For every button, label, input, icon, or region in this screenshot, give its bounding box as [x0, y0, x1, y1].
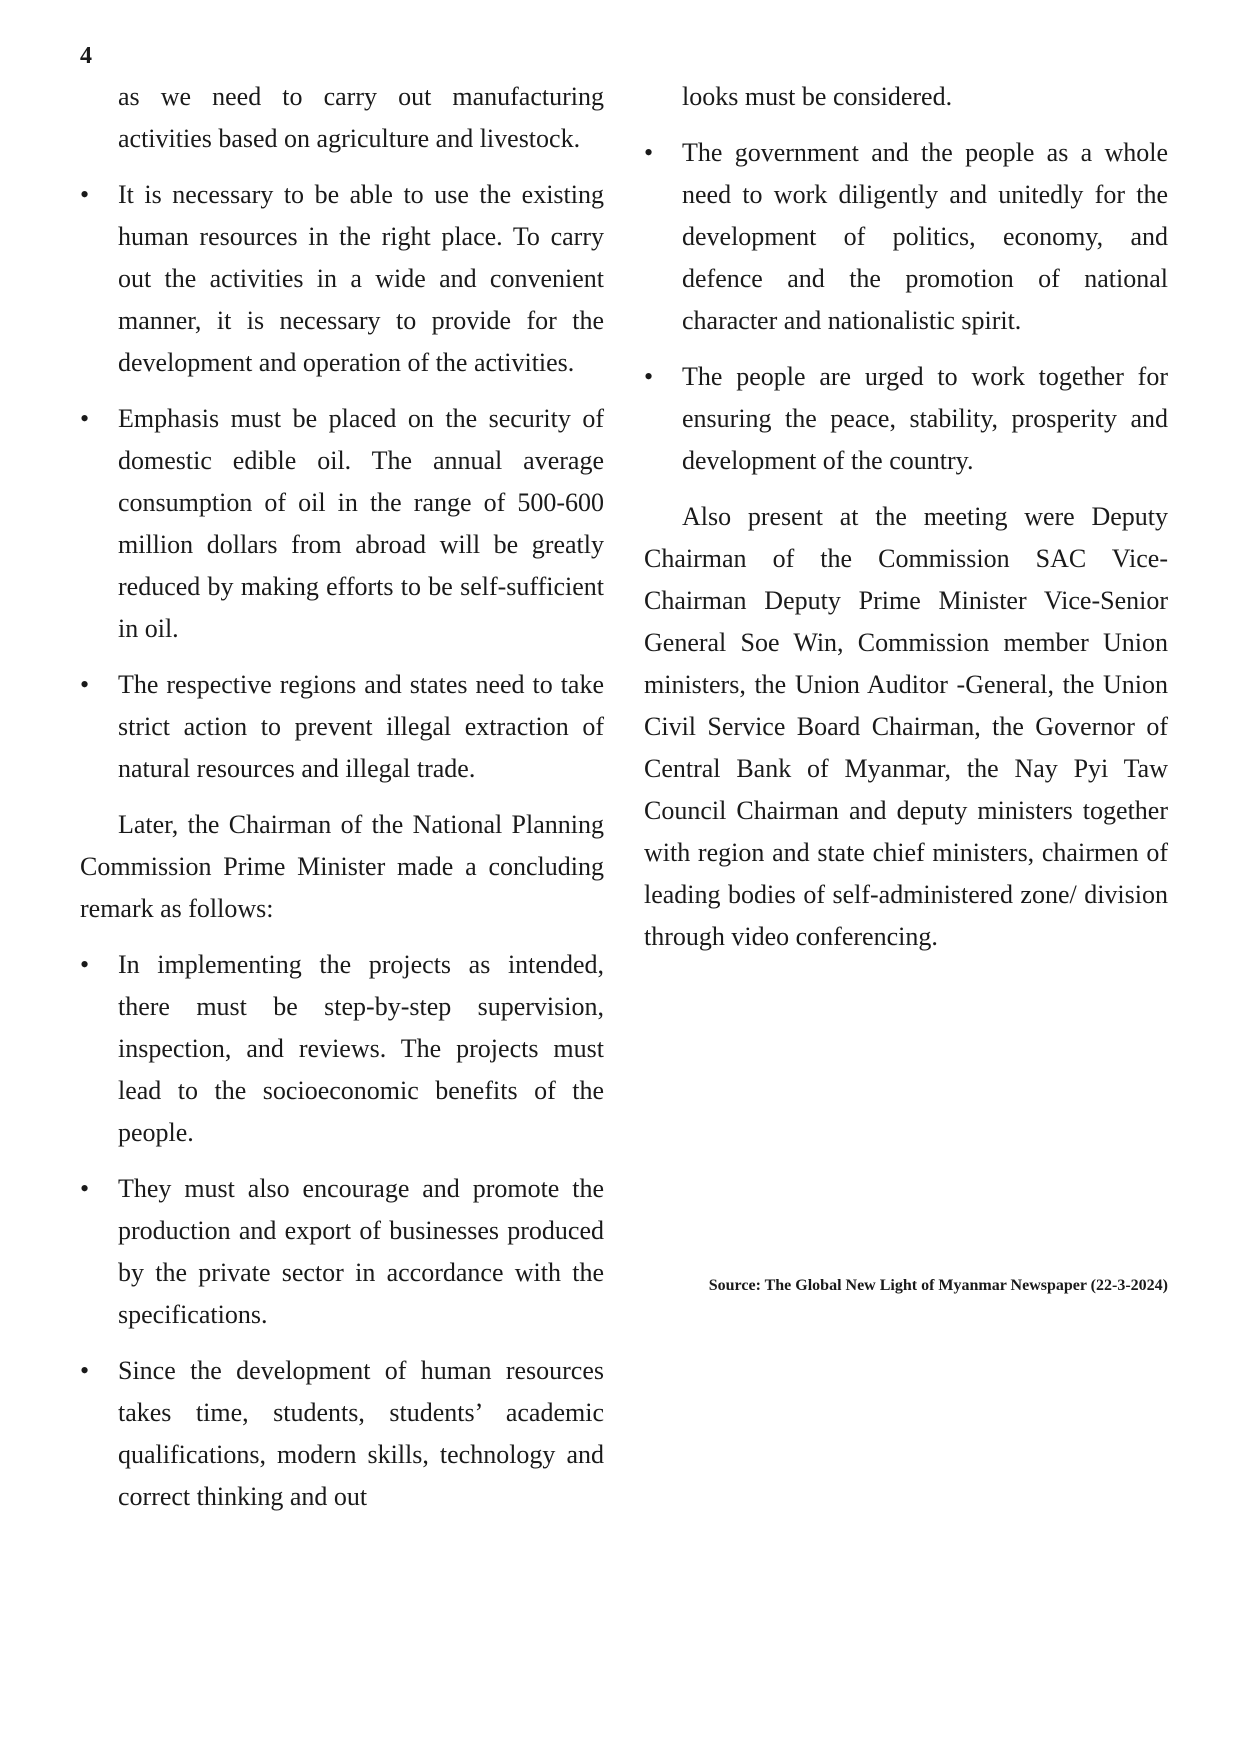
bullet-item: • Emphasis must be placed on the security of domestic edible oil. The annual average consumption of oil in the range of 500-600 million dollars from abroad will be greatly reduced by making efforts to be self-sufficient in oil. [80, 398, 604, 650]
bullet-item: • It is necessary to be able to use the existing human resources in the right place. To carry out the activities in a wide and convenient manner, it is necessary to provide for the development and operation of the activities. [80, 174, 604, 384]
source-citation: Source: The Global New Light of Myanmar Newspaper (22-3-2024) [708, 1277, 1168, 1294]
body-paragraph: Later, the Chairman of the National Planning Commission Prime Minister made a concluding remark as follows: [80, 810, 604, 923]
continuation-text: as we need to carry out manufacturing activities based on agriculture and livestock. [118, 82, 604, 153]
bullet-item: • In implementing the projects as intended, there must be step-by-step supervision, inspection, and reviews. The projects must lead to the socioeconomic benefits of the people. [80, 944, 604, 1154]
page-number: 4 [80, 43, 92, 69]
bullet-item: • The respective regions and states need to take strict action to prevent illegal extraction of natural resources and illegal trade. [80, 664, 604, 790]
bullet-item: • Since the development of human resources takes time, students, students’ academic qualifications, modern skills, technology and correct thinking and out [80, 1350, 604, 1518]
bullet-item: • The government and the people as a whole need to work diligently and unitedly for the development of politics, economy, and defence and the promotion of national character and nationalistic spirit. [644, 132, 1168, 342]
bullet-item: • The people are urged to work together for ensuring the peace, stability, prosperity and development of the country. [644, 356, 1168, 482]
bullet-item: • They must also encourage and promote the production and export of businesses produced by the private sector in accordance with the specifications. [80, 1168, 604, 1336]
continuation-text: looks must be considered. [682, 82, 953, 111]
body-paragraph: Also present at the meeting were Deputy Chairman of the Commission SAC Vice-Chairman Deputy Prime Minister Vice-Senior General Soe Win, Commission member Union ministers, the Union Auditor -General, the Union Civil Service Board Chairman, the Governor of Central Bank of Myanmar, the Nay Pyi Taw Council Chairman and deputy ministers together with region and state chief ministers, chairmen of leading bodies of self-administered zone/ division through video conferencing. [644, 502, 1168, 951]
left-column [80, 76, 604, 1532]
right-column [644, 76, 1168, 972]
